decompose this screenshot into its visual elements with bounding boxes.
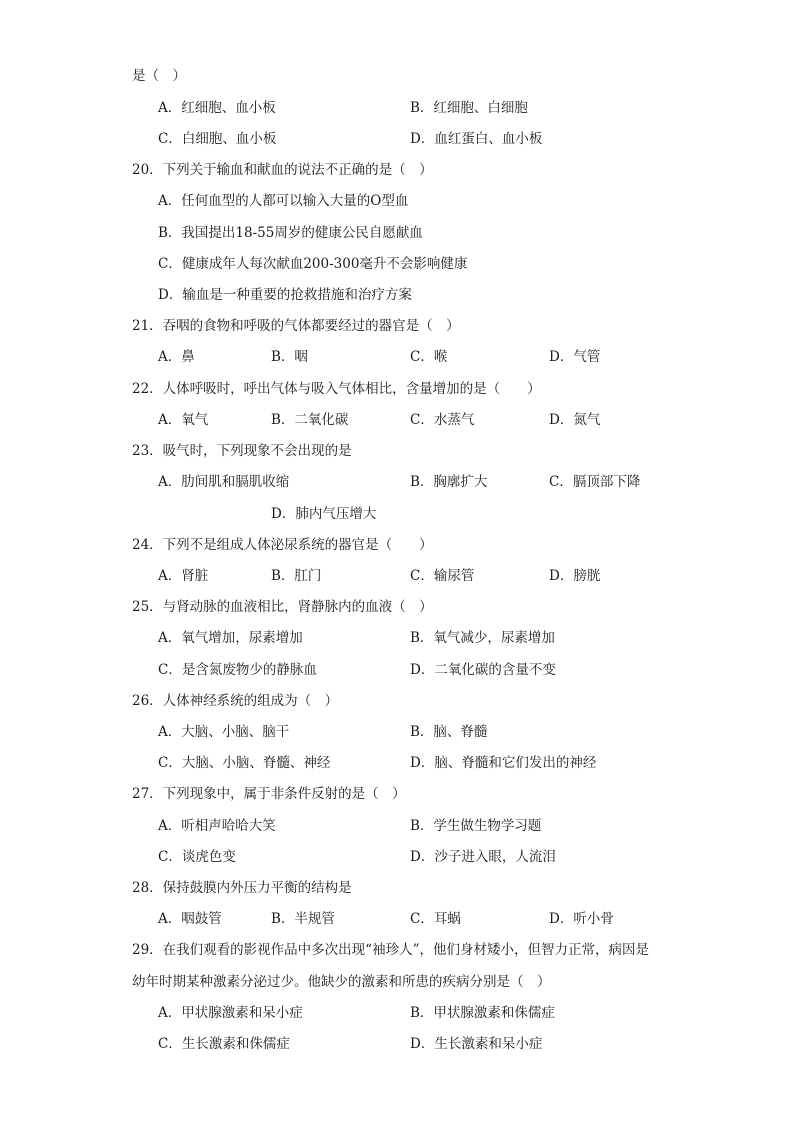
q19-option-a: A．红细胞、血小板 xyxy=(158,100,276,116)
q21-stem: 21．吞咽的食物和呼吸的气体都要经过的器官是（ ） xyxy=(132,318,460,334)
q19-stem-tail: 是（ ） xyxy=(132,68,186,84)
q26-option-d: D．脑、脊髓和它们发出的神经 xyxy=(410,755,597,771)
q25-stem: 25．与肾动脉的血液相比，肾静脉内的血液（ ） xyxy=(132,599,433,615)
q20-option-a: A．任何血型的人都可以输入大量的O型血 xyxy=(158,193,409,209)
q22-option-c: C．水蒸气 xyxy=(410,412,475,428)
q27-option-a: A．听相声哈哈大笑 xyxy=(158,818,276,834)
q28-option-a: A．咽鼓管 xyxy=(158,911,222,927)
q20-option-d: D．输血是一种重要的抢救措施和治疗方案 xyxy=(158,287,412,303)
q19-option-d: D．血红蛋白、血小板 xyxy=(410,131,543,147)
q23-option-a: A．肋间肌和膈肌收缩 xyxy=(158,474,290,490)
q23-stem: 23．吸气时，下列现象不会出现的是 xyxy=(132,443,352,459)
q26-option-c: C．大脑、小脑、脊髓、神经 xyxy=(158,755,331,771)
q28-stem: 28．保持鼓膜内外压力平衡的结构是 xyxy=(132,880,352,896)
q25-option-a: A．氧气增加，尿素增加 xyxy=(158,630,303,646)
q26-option-b: B．脑、脊髓 xyxy=(410,724,488,740)
q22-option-d: D．氮气 xyxy=(549,412,601,428)
q25-option-b: B．氧气减少，尿素增加 xyxy=(410,630,555,646)
q25-option-d: D．二氧化碳的含量不变 xyxy=(410,662,556,678)
q25-option-c: C．是含氮废物少的静脉血 xyxy=(158,662,317,678)
q27-option-c: C．谈虎色变 xyxy=(158,849,236,865)
q22-option-b: B．二氧化碳 xyxy=(271,412,349,428)
q23-option-c: C．膈顶部下降 xyxy=(549,474,641,490)
q22-stem: 22．人体呼吸时，呼出气体与吸入气体相比，含量增加的是（ ） xyxy=(132,381,541,397)
q19-option-b: B．红细胞、白细胞 xyxy=(410,100,528,116)
q24-option-a: A．肾脏 xyxy=(158,568,209,584)
q29-option-c: C．生长激素和侏儒症 xyxy=(158,1036,290,1052)
q20-stem: 20．下列关于输血和献血的说法不正确的是（ ） xyxy=(132,162,433,178)
q28-option-c: C．耳蜗 xyxy=(410,911,461,927)
q29-stem-line1: 29．在我们观看的影视作品中多次出现“袖珍人”，他们身材矮小，但智力正常，病因是 xyxy=(132,942,649,958)
q21-option-d: D．气管 xyxy=(549,349,601,365)
q24-option-d: D．膀胱 xyxy=(549,568,601,584)
q21-option-c: C．喉 xyxy=(410,349,448,365)
q23-option-b: B．胸廓扩大 xyxy=(410,474,488,490)
q27-option-b: B．学生做生物学习题 xyxy=(410,818,542,834)
q27-option-d: D．沙子进入眼，人流泪 xyxy=(410,849,556,865)
q29-option-d: D．生长激素和呆小症 xyxy=(410,1036,543,1052)
q23-option-d: D．肺内气压增大 xyxy=(271,506,377,522)
q21-option-b: B．咽 xyxy=(271,349,308,365)
q21-option-a: A．鼻 xyxy=(158,349,195,365)
q24-option-b: B．肛门 xyxy=(271,568,322,584)
q28-option-b: B．半规管 xyxy=(271,911,335,927)
q20-option-c: C．健康成年人每次献血200-300毫升不会影响健康 xyxy=(158,256,468,272)
q20-option-b: B．我国提出18-55周岁的健康公民自愿献血 xyxy=(158,225,423,241)
q24-stem: 24．下列不是组成人体泌尿系统的器官是（ ） xyxy=(132,537,433,553)
q29-option-a: A．甲状腺激素和呆小症 xyxy=(158,1005,303,1021)
q22-option-a: A．氧气 xyxy=(158,412,209,428)
q26-option-a: A．大脑、小脑、脑干 xyxy=(158,724,290,740)
q29-option-b: B．甲状腺激素和侏儒症 xyxy=(410,1005,555,1021)
q28-option-d: D．听小骨 xyxy=(549,911,614,927)
q24-option-c: C．输尿管 xyxy=(410,568,475,584)
q29-stem-line2: 幼年时期某种激素分泌过少。他缺少的激素和所患的疾病分别是（ ） xyxy=(132,974,551,990)
q26-stem: 26．人体神经系统的组成为（ ） xyxy=(132,693,339,709)
q19-option-c: C．白细胞、血小板 xyxy=(158,131,277,147)
q27-stem: 27．下列现象中，属于非条件反射的是（ ） xyxy=(132,786,406,802)
